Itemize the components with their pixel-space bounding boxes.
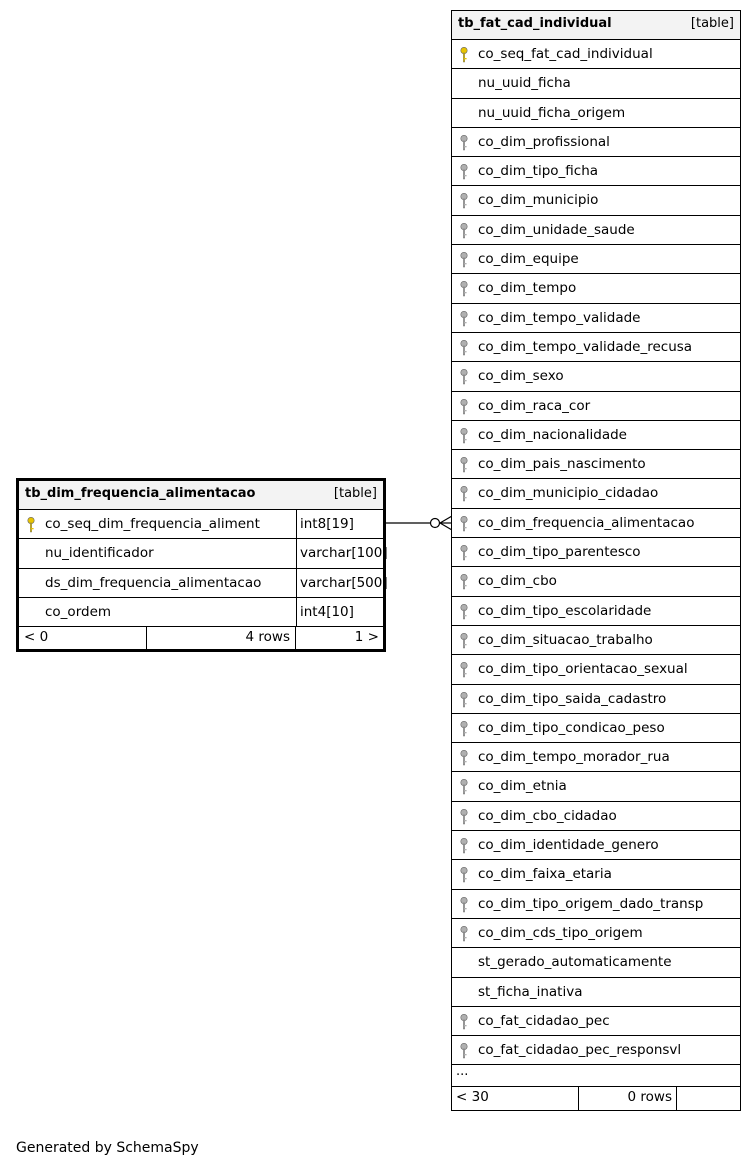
column-row[interactable]	[452, 714, 740, 743]
foreign-key-icon	[460, 1043, 468, 1059]
column-row[interactable]	[452, 860, 740, 889]
foreign-key-icon	[460, 516, 468, 532]
table-header	[19, 481, 383, 510]
foreign-key-icon	[460, 164, 468, 180]
foreign-key-icon	[460, 633, 468, 649]
column-row[interactable]	[452, 304, 740, 333]
table-name[interactable]: tb_fat_cad_individual	[458, 16, 612, 31]
column-row[interactable]	[452, 978, 740, 1007]
column-name: co_dim_identidade_genero	[478, 837, 659, 854]
column-name: co_dim_tipo_escolaridade	[478, 602, 652, 619]
foreign-key-icon	[460, 721, 468, 737]
foreign-key-icon	[460, 926, 468, 942]
column-row[interactable]	[19, 510, 383, 539]
column-row[interactable]	[452, 1007, 740, 1036]
foreign-key-icon	[460, 311, 468, 327]
zero-cardinality-marker	[431, 519, 440, 528]
column-row[interactable]	[19, 539, 388, 568]
column-name: co_dim_cds_tipo_origem	[478, 924, 643, 941]
foreign-key-icon	[460, 809, 468, 825]
column-name: co_dim_municipio	[478, 192, 599, 209]
foreign-key-icon	[460, 281, 468, 297]
table-footer	[19, 627, 383, 649]
table-tb-dim-frequencia-alimentacao[interactable]	[16, 478, 386, 652]
children-link[interactable]	[677, 1087, 740, 1110]
column-name: co_dim_tipo_orientacao_sexual	[478, 661, 688, 678]
parents-link[interactable]: < 0	[19, 627, 147, 649]
column-type: int4[10]	[296, 598, 383, 626]
column-row[interactable]	[452, 216, 740, 245]
column-row[interactable]	[452, 186, 740, 215]
column-name: co_dim_tipo_ficha	[478, 163, 599, 180]
column-name: co_dim_cbo_cidadao	[478, 807, 617, 824]
primary-key-icon	[27, 517, 35, 533]
foreign-key-icon	[460, 604, 468, 620]
column-name: st_gerado_automaticamente	[478, 954, 672, 971]
column-type: varchar[500]	[296, 569, 383, 597]
column-row[interactable]	[452, 69, 740, 98]
column-name: ds_dim_frequencia_alimentacao	[45, 574, 262, 591]
primary-key-icon	[460, 47, 468, 63]
foreign-key-icon	[460, 838, 468, 854]
column-row[interactable]	[452, 919, 740, 948]
column-row[interactable]	[452, 831, 740, 860]
column-name: nu_identificador	[45, 545, 154, 562]
foreign-key-icon	[460, 340, 468, 356]
column-name: co_dim_cbo	[478, 573, 557, 590]
foreign-key-icon	[460, 750, 468, 766]
column-name: co_dim_tempo_validade	[478, 309, 641, 326]
column-name: co_fat_cidadao_pec_responsvl	[478, 1042, 682, 1059]
column-name: co_dim_tipo_condicao_peso	[478, 719, 665, 736]
row-count: 0 rows	[579, 1087, 677, 1110]
foreign-key-icon	[460, 867, 468, 883]
column-row[interactable]	[452, 392, 740, 421]
foreign-key-icon	[460, 486, 468, 502]
foreign-key-icon	[460, 428, 468, 444]
column-row[interactable]	[452, 890, 740, 919]
foreign-key-icon	[460, 223, 468, 239]
column-name: co_dim_profissional	[478, 133, 610, 150]
column-row[interactable]	[452, 450, 740, 479]
table-header	[452, 11, 740, 40]
column-row[interactable]	[452, 772, 740, 801]
foreign-key-icon	[460, 662, 468, 678]
column-name: co_dim_equipe	[478, 251, 579, 268]
column-row[interactable]	[452, 99, 740, 128]
column-name: nu_uuid_ficha_origem	[478, 104, 626, 121]
parents-link[interactable]: < 30	[452, 1087, 579, 1110]
table-type-label: [table]	[690, 16, 734, 31]
foreign-key-icon	[460, 545, 468, 561]
column-name: nu_uuid_ficha	[478, 75, 571, 92]
row-count: 4 rows	[147, 627, 296, 649]
column-name: co_dim_municipio_cidadao	[478, 485, 659, 502]
column-list	[452, 40, 740, 1065]
column-name: co_fat_cidadao_pec	[478, 1012, 610, 1029]
column-name: co_dim_tipo_parentesco	[478, 544, 641, 561]
column-name: co_dim_etnia	[478, 778, 567, 795]
column-row[interactable]	[452, 245, 740, 274]
table-tb-fat-cad-individual[interactable]	[451, 10, 741, 1111]
column-row[interactable]	[452, 421, 740, 450]
column-name: co_dim_raca_cor	[478, 397, 591, 414]
column-name: st_ficha_inativa	[478, 983, 583, 1000]
column-row[interactable]	[452, 128, 740, 157]
more-columns-ellipsis: ...	[452, 1065, 740, 1087]
foreign-key-icon	[460, 1014, 468, 1030]
column-row[interactable]	[452, 948, 740, 977]
column-row[interactable]	[452, 40, 740, 69]
column-row[interactable]	[452, 362, 740, 391]
column-row[interactable]	[452, 802, 740, 831]
column-name: co_ordem	[45, 603, 112, 620]
foreign-key-icon	[460, 399, 468, 415]
column-name: co_dim_pais_nascimento	[478, 456, 646, 473]
column-row[interactable]	[452, 538, 740, 567]
column-row[interactable]	[452, 157, 740, 186]
column-row[interactable]	[452, 274, 740, 303]
column-name: co_seq_fat_cad_individual	[478, 46, 653, 62]
column-name: co_dim_sexo	[478, 368, 564, 385]
column-row[interactable]	[452, 1036, 740, 1065]
table-name[interactable]: tb_dim_frequencia_alimentacao	[25, 486, 256, 501]
table-footer	[452, 1087, 740, 1110]
column-row[interactable]	[452, 479, 740, 508]
foreign-key-icon	[460, 193, 468, 209]
column-name: co_dim_tempo	[478, 280, 577, 297]
children-link[interactable]: 1 >	[354, 629, 379, 646]
column-name: co_dim_tipo_origem_dado_transp	[478, 895, 704, 912]
foreign-key-icon	[460, 369, 468, 385]
column-type: int8[19]	[296, 510, 383, 538]
foreign-key-icon	[460, 692, 468, 708]
generated-by-note: Generated by SchemaSpy	[16, 1140, 199, 1156]
column-row[interactable]	[19, 569, 388, 598]
foreign-key-icon	[460, 779, 468, 795]
foreign-key-icon	[460, 897, 468, 913]
column-type: varchar[100]	[296, 539, 383, 567]
column-name: co_seq_dim_frequencia_aliment	[45, 516, 260, 532]
column-row[interactable]	[452, 597, 740, 626]
column-name: co_dim_unidade_saude	[478, 221, 635, 238]
column-row[interactable]	[452, 743, 740, 772]
column-name: co_dim_tipo_saida_cadastro	[478, 690, 667, 707]
foreign-key-icon	[460, 457, 468, 473]
column-name: co_dim_situacao_trabalho	[478, 631, 653, 648]
foreign-key-icon	[460, 252, 468, 268]
column-list	[19, 510, 388, 627]
foreign-key-icon	[460, 574, 468, 590]
column-row[interactable]	[452, 567, 740, 596]
table-type-label: [table]	[333, 486, 377, 501]
column-name: co_dim_frequencia_alimentacao	[478, 514, 695, 531]
column-row[interactable]	[452, 685, 740, 714]
column-row[interactable]	[452, 655, 740, 684]
column-name: co_dim_tempo_validade_recusa	[478, 338, 693, 355]
column-row[interactable]	[452, 509, 740, 538]
column-name: co_dim_nacionalidade	[478, 426, 627, 443]
column-row[interactable]	[452, 333, 740, 362]
foreign-key-icon	[460, 135, 468, 151]
column-row[interactable]	[452, 626, 740, 655]
column-name: co_dim_tempo_morador_rua	[478, 749, 670, 766]
column-row[interactable]	[19, 598, 383, 627]
column-name: co_dim_faixa_etaria	[478, 866, 612, 883]
